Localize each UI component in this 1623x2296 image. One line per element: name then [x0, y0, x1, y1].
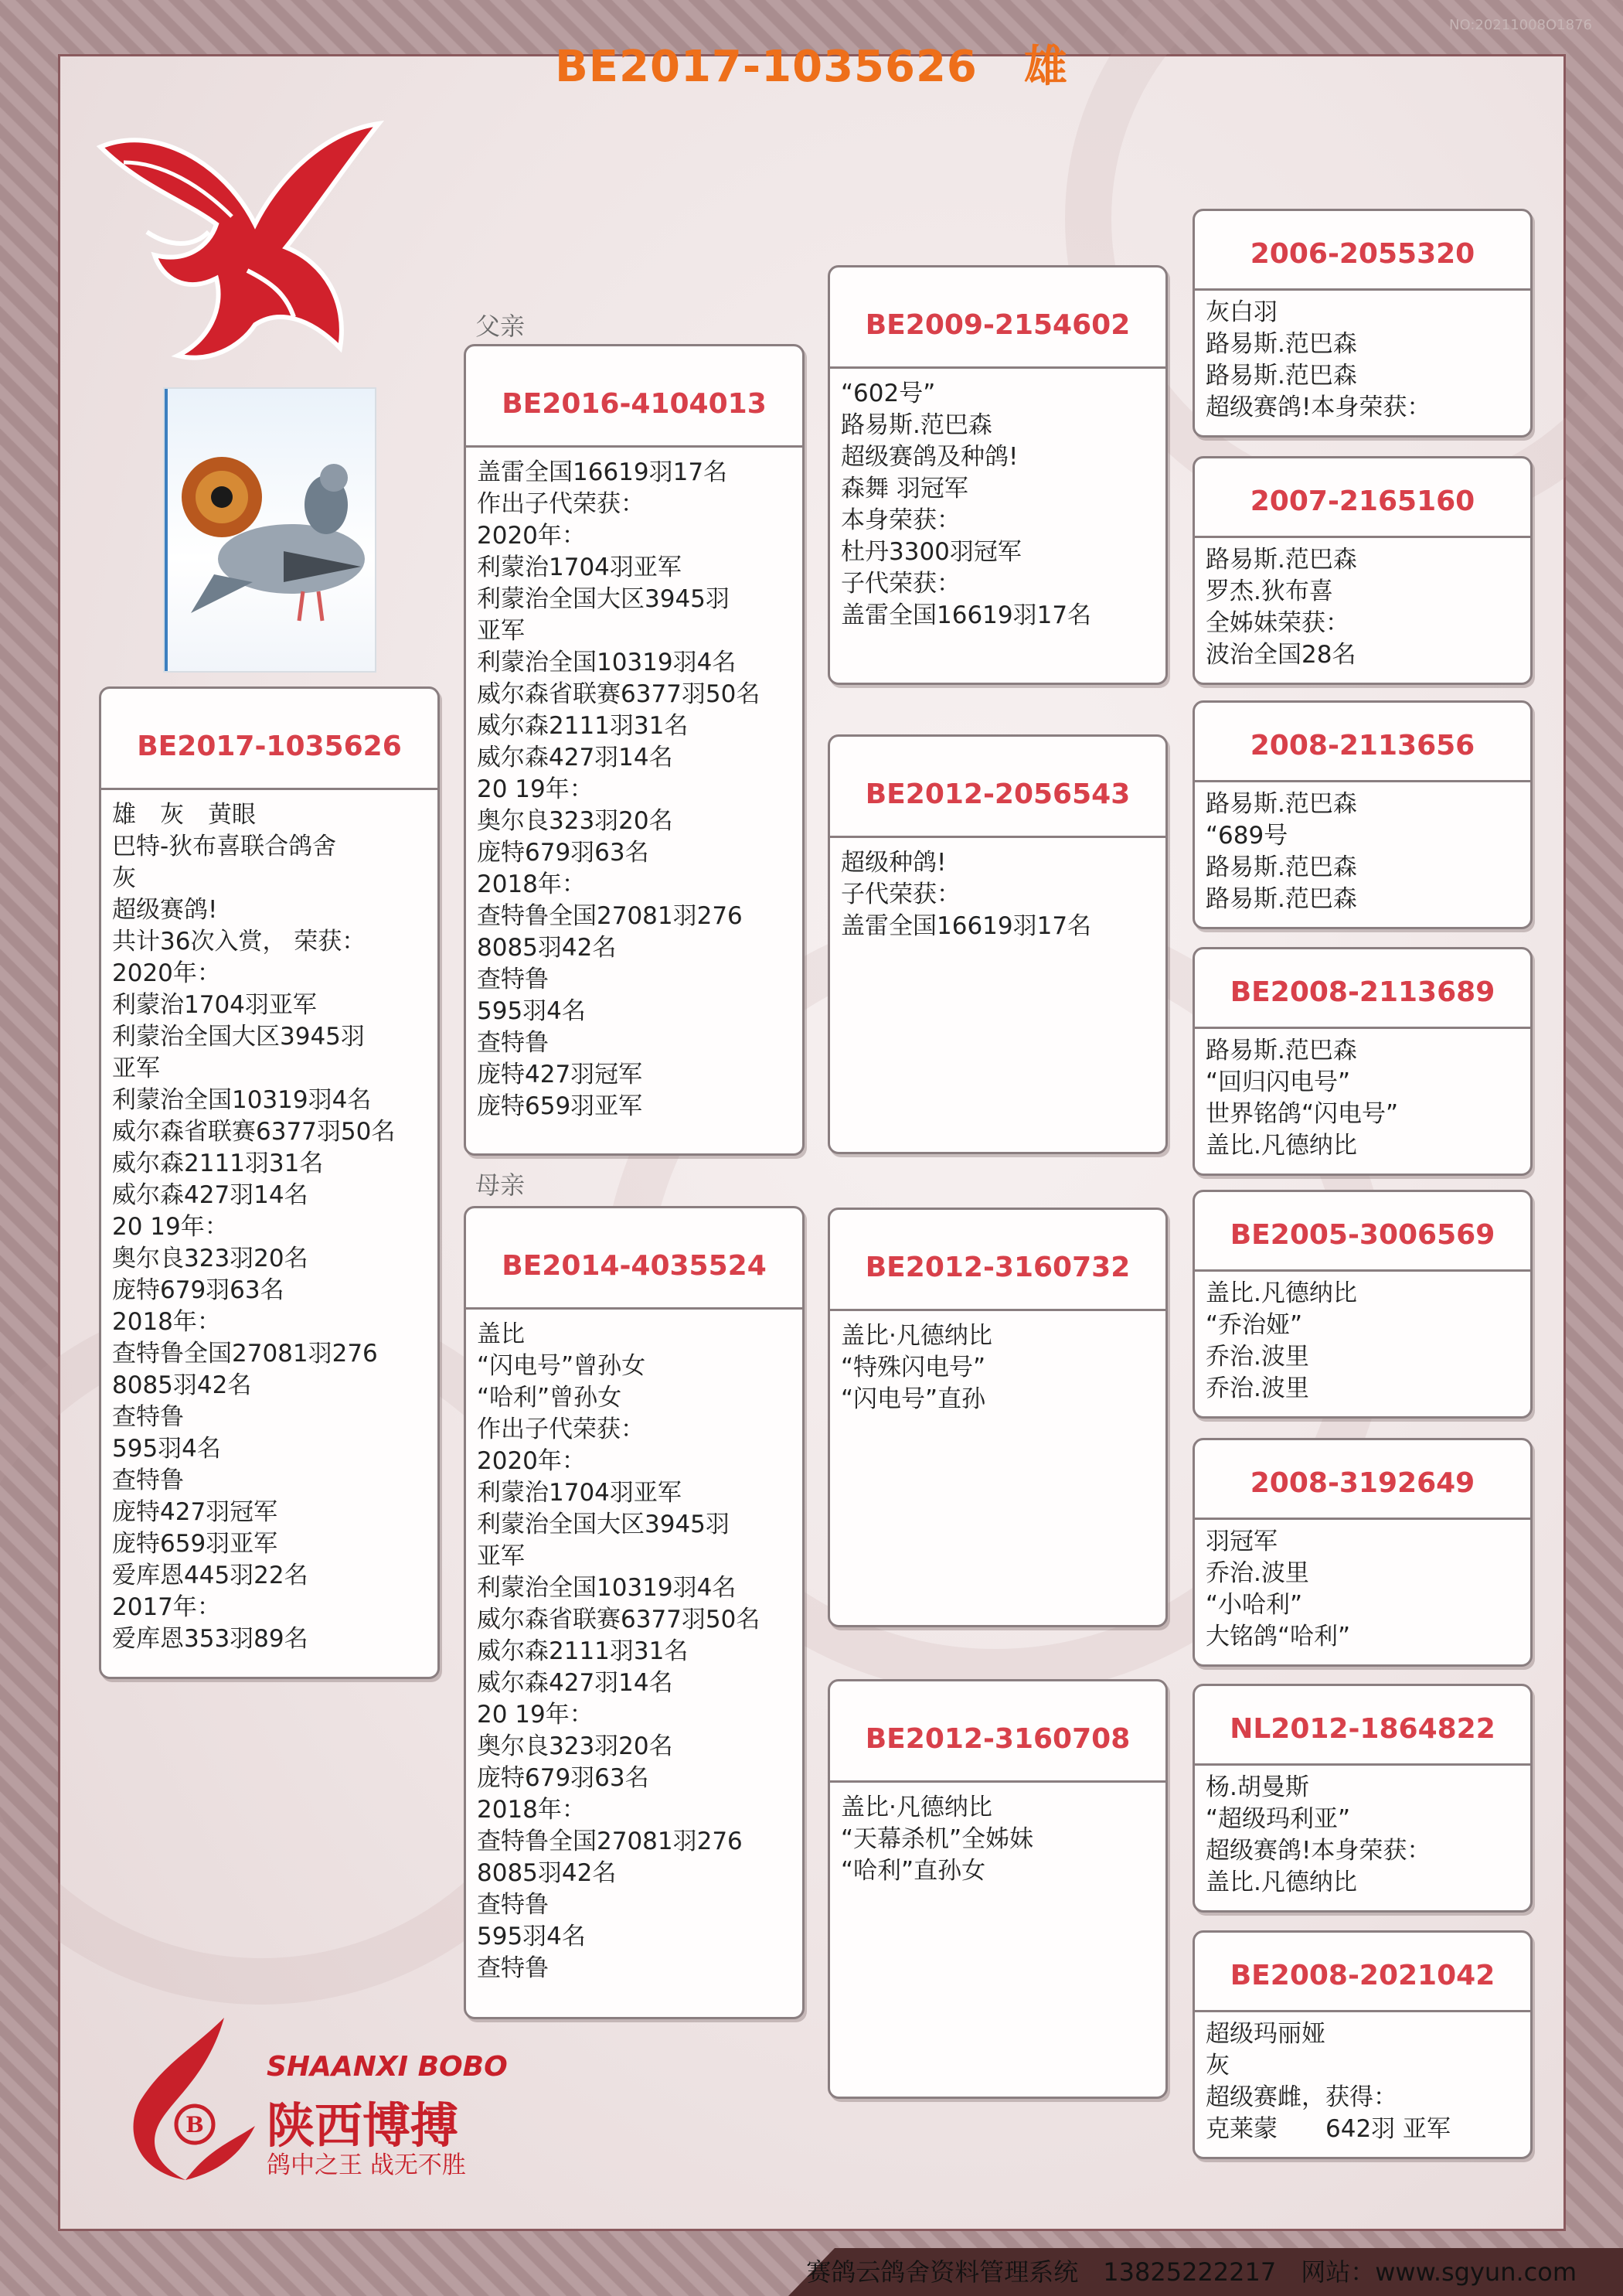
detail-line: 乔治.波里	[1206, 1375, 1309, 1402]
father-card	[464, 344, 805, 1156]
detail-line: 杜丹3300羽冠军	[841, 538, 1022, 566]
detail-line: 庞特427羽冠军	[477, 1061, 643, 1088]
detail-line: 盖比.凡德纳比	[1206, 1868, 1357, 1896]
grandparent-details	[830, 1783, 1165, 1887]
detail-line: 杨.胡曼斯	[1206, 1773, 1309, 1801]
detail-line: 8085羽42名	[477, 1859, 617, 1887]
detail-line: 2020年：	[112, 959, 221, 987]
detail-line: 超级赛雌，获得：	[1206, 2083, 1397, 2111]
grandparent-ring: BE2012-2056543	[830, 737, 1165, 838]
detail-line: “哈利”曾孙女	[477, 1384, 622, 1412]
detail-line: 查特鲁	[477, 1954, 549, 1982]
detail-line: 超级赛鸽及种鸽!	[841, 443, 1019, 471]
detail-line: 亚军	[477, 617, 525, 645]
grandparent-details	[830, 1311, 1165, 1415]
detail-line: 2020年：	[477, 1447, 586, 1475]
detail-line: 森舞 羽冠军	[841, 475, 968, 502]
detail-line: 超级赛鸽!本身荣获：	[1206, 1837, 1431, 1865]
detail-line: 超级玛丽娅	[1206, 2020, 1325, 2048]
detail-line: 查特鲁	[477, 966, 549, 993]
great-grandparent-details	[1195, 1520, 1530, 1653]
detail-line: 威尔森2111羽31名	[477, 1637, 689, 1665]
detail-line: 超级赛鸽!本身荣获：	[1206, 393, 1431, 421]
detail-line: 乔治.波里	[1206, 1343, 1309, 1371]
detail-line: 威尔森省联赛6377羽50名	[477, 680, 760, 708]
detail-line: 克莱蒙 642羽 亚军	[1206, 2115, 1451, 2143]
detail-line: 路易斯.范巴森	[1206, 790, 1357, 818]
father-details	[466, 448, 802, 1122]
detail-line: “602号”	[841, 380, 936, 407]
detail-line: 2018年：	[477, 1796, 586, 1824]
grandparent-details	[830, 369, 1165, 632]
title-sex: 雄	[1023, 42, 1068, 92]
detail-line: 盖比	[477, 1320, 525, 1348]
detail-line: 2018年：	[477, 870, 586, 898]
detail-line: 大铭鸽“哈利”	[1206, 1623, 1351, 1650]
great-grandparent-details	[1195, 1272, 1530, 1405]
detail-line: 利蒙治全国大区3945羽	[477, 1511, 730, 1538]
detail-line: 灰	[1206, 2052, 1230, 2080]
detail-line: 波治全国28名	[1206, 641, 1356, 669]
detail-line: 盖雷全国16619羽17名	[841, 601, 1092, 629]
detail-line: 奥尔良323羽20名	[477, 1732, 673, 1760]
detail-line: 利蒙治全国10319羽4名	[477, 649, 737, 676]
pigeon-photo	[168, 389, 375, 671]
detail-line: 查特鲁	[112, 1467, 184, 1494]
grandparent-ring: BE2009-2154602	[830, 267, 1165, 369]
great-grandparent-ring: 2007-2165160	[1195, 458, 1530, 538]
detail-line: 路易斯.范巴森	[1206, 330, 1357, 358]
detail-line: 利蒙治1704羽亚军	[112, 991, 317, 1019]
great-grandparent-card	[1193, 700, 1533, 929]
detail-line: 灰白羽	[1206, 298, 1278, 326]
detail-line: 庞特679羽63名	[112, 1276, 284, 1304]
detail-line: 乔治.波里	[1206, 1559, 1309, 1587]
detail-line: 路易斯.范巴森	[1206, 546, 1357, 574]
detail-line: 庞特679羽63名	[477, 1764, 649, 1792]
detail-line: “乔治娅”	[1206, 1311, 1303, 1339]
detail-line: 超级赛鸽!	[112, 896, 218, 924]
mother-details	[466, 1310, 802, 1984]
detail-line: 威尔森427羽14名	[477, 744, 673, 772]
detail-line: “689号	[1206, 822, 1288, 850]
great-grandparent-ring: NL2012-1864822	[1195, 1686, 1530, 1766]
great-grandparent-details	[1195, 291, 1530, 424]
detail-line: 利蒙治全国大区3945羽	[477, 585, 730, 613]
grandparent-details	[830, 838, 1165, 942]
detail-line: 20 19年：	[477, 775, 594, 803]
subject-details	[101, 790, 437, 1655]
subject-card	[99, 686, 440, 1679]
detail-line: “小哈利”	[1206, 1591, 1303, 1619]
grandparent-card	[828, 1208, 1168, 1627]
great-grandparent-details	[1195, 1766, 1530, 1899]
detail-line: 利蒙治全国大区3945羽	[112, 1023, 365, 1051]
brand-bird-logo	[108, 2010, 263, 2188]
detail-line: 奥尔良323羽20名	[477, 807, 673, 835]
detail-line: 查特鲁全国27081羽276	[477, 1828, 743, 1855]
pigeon-poster	[165, 389, 375, 671]
detail-line: “闪电号”曾孙女	[477, 1352, 646, 1380]
great-grandparent-details	[1195, 2012, 1530, 2145]
detail-line: 威尔森427羽14名	[477, 1669, 673, 1697]
great-grandparent-details	[1195, 1029, 1530, 1162]
subject-ring: BE2017-1035626	[101, 689, 437, 790]
detail-line: 羽冠军	[1206, 1528, 1278, 1555]
detail-line: 本身荣获：	[841, 506, 961, 534]
detail-line: 奥尔良323羽20名	[112, 1245, 308, 1272]
detail-line: 查特鲁	[477, 1029, 549, 1057]
detail-line: “哈利”直孙女	[841, 1857, 986, 1885]
detail-line: “天幕杀机”全姊妹	[841, 1825, 1034, 1853]
detail-line: 595羽4名	[477, 1923, 586, 1950]
brand-badge-letter: B	[185, 2112, 204, 2138]
detail-line: 盖雷全国16619羽17名	[841, 912, 1092, 940]
detail-line: 作出子代荣获：	[477, 490, 645, 518]
detail-line: 共计36次入赏， 荣获：	[112, 928, 366, 956]
detail-line: 盖比·凡德纳比	[841, 1794, 992, 1821]
mother-label: 母亲	[475, 1170, 526, 1200]
great-grandparent-card	[1193, 456, 1533, 685]
detail-line: 超级种鸽!	[841, 849, 947, 877]
document-number: NO:20211008O1876	[1449, 17, 1592, 33]
detail-line: 路易斯.范巴森	[841, 411, 992, 439]
detail-line: 威尔森427羽14名	[112, 1181, 308, 1209]
detail-line: 利蒙治1704羽亚军	[477, 554, 682, 581]
grandparent-card	[828, 734, 1168, 1154]
detail-line: 利蒙治全国10319羽4名	[477, 1574, 737, 1602]
great-grandparent-card	[1193, 209, 1533, 438]
detail-line: 巴特-狄布喜联合鸽舍	[112, 833, 337, 860]
great-grandparent-ring: 2008-3192649	[1195, 1440, 1530, 1520]
detail-line: 全姊妹荣获：	[1206, 609, 1349, 637]
detail-line: 利蒙治全国10319羽4名	[112, 1086, 372, 1114]
mother-ring: BE2014-4035524	[466, 1208, 802, 1310]
detail-line: 罗杰.狄布喜	[1206, 577, 1333, 605]
detail-line: 路易斯.范巴森	[1206, 853, 1357, 881]
detail-line: “回归闪电号”	[1206, 1068, 1351, 1096]
detail-line: 盖雷全国16619羽17名	[477, 458, 728, 486]
detail-line: 庞特679羽63名	[477, 839, 649, 867]
brand-slogan: 鸽中之王 战无不胜	[267, 2151, 466, 2179]
great-grandparent-card	[1193, 1684, 1533, 1913]
great-grandparent-ring: 2006-2055320	[1195, 211, 1530, 291]
detail-line: 盖比.凡德纳比	[1206, 1279, 1357, 1307]
detail-line: 20 19年：	[477, 1701, 594, 1729]
detail-line: 威尔森2111羽31名	[477, 712, 689, 740]
detail-line: 爱库恩353羽89名	[112, 1625, 308, 1653]
detail-line: 路易斯.范巴森	[1206, 1037, 1357, 1065]
page-title	[0, 32, 1623, 94]
detail-line: 路易斯.范巴森	[1206, 885, 1357, 913]
great-grandparent-card	[1193, 1438, 1533, 1667]
detail-line: 庞特659羽亚军	[112, 1530, 278, 1558]
great-grandparent-details	[1195, 782, 1530, 915]
detail-line: 亚军	[477, 1542, 525, 1570]
detail-line: 作出子代荣获：	[477, 1415, 645, 1443]
detail-line: 2018年：	[112, 1308, 221, 1336]
great-grandparent-card	[1193, 947, 1533, 1176]
phoenix-logo	[93, 116, 386, 379]
detail-line: 世界铭鸽“闪电号”	[1206, 1100, 1399, 1128]
detail-line: 利蒙治1704羽亚军	[477, 1479, 682, 1507]
detail-line: 爱库恩445羽22名	[112, 1562, 308, 1589]
great-grandparent-card	[1193, 1190, 1533, 1419]
great-grandparent-ring: BE2005-3006569	[1195, 1192, 1530, 1272]
great-grandparent-ring: BE2008-2113689	[1195, 949, 1530, 1029]
detail-line: 查特鲁	[112, 1403, 184, 1431]
great-grandparent-details	[1195, 538, 1530, 671]
detail-line: “闪电号”直孙	[841, 1385, 986, 1413]
grandparent-ring: BE2012-3160708	[830, 1681, 1165, 1783]
detail-line: 查特鲁全国27081羽276	[112, 1340, 378, 1368]
footer-text: 赛鸽云鸽舍资料管理系统 13825222217 网站：www.sgyun.com	[806, 2257, 1577, 2287]
detail-line: 子代荣获：	[841, 570, 961, 598]
brand-name-cn: 陕西博搏	[267, 2097, 459, 2154]
detail-line: 庞特427羽冠军	[112, 1498, 278, 1526]
detail-line: 亚军	[112, 1054, 160, 1082]
great-grandparent-ring: 2008-2113656	[1195, 703, 1530, 782]
detail-line: 8085羽42名	[477, 934, 617, 962]
grandparent-ring: BE2012-3160732	[830, 1210, 1165, 1311]
brand-name-en: SHAANXI BOBO	[267, 2051, 508, 2083]
detail-line: 威尔森2111羽31名	[112, 1150, 324, 1177]
detail-line: 8085羽42名	[112, 1371, 252, 1399]
detail-line: 威尔森省联赛6377羽50名	[112, 1118, 396, 1146]
detail-line: 2020年：	[477, 522, 586, 550]
detail-line: 20 19年：	[112, 1213, 229, 1241]
grandparent-card	[828, 1679, 1168, 2099]
detail-line: 盖比·凡德纳比	[841, 1322, 992, 1350]
father-label: 父亲	[475, 312, 526, 341]
father-ring: BE2016-4104013	[466, 346, 802, 448]
detail-line: 盖比.凡德纳比	[1206, 1132, 1357, 1160]
detail-line: “超级玛利亚”	[1206, 1805, 1351, 1833]
detail-line: 595羽4名	[477, 997, 586, 1025]
mother-card	[464, 1206, 805, 2019]
detail-line: 雄 灰 黄眼	[112, 801, 256, 829]
detail-line: 子代荣获：	[841, 881, 961, 908]
detail-line: 庞特659羽亚军	[477, 1092, 643, 1120]
detail-line: 595羽4名	[112, 1435, 221, 1463]
detail-line: 查特鲁全国27081羽276	[477, 902, 743, 930]
detail-line: “特殊闪电号”	[841, 1354, 986, 1381]
detail-line: 威尔森省联赛6377羽50名	[477, 1606, 760, 1633]
detail-line: 灰	[112, 864, 136, 892]
great-grandparent-ring: BE2008-2021042	[1195, 1933, 1530, 2012]
detail-line: 查特鲁	[477, 1891, 549, 1919]
detail-line: 路易斯.范巴森	[1206, 362, 1357, 390]
detail-line: 2017年：	[112, 1593, 221, 1621]
grandparent-card	[828, 265, 1168, 685]
title-ring: BE2017-1035626	[555, 42, 978, 92]
great-grandparent-card	[1193, 1930, 1533, 2159]
